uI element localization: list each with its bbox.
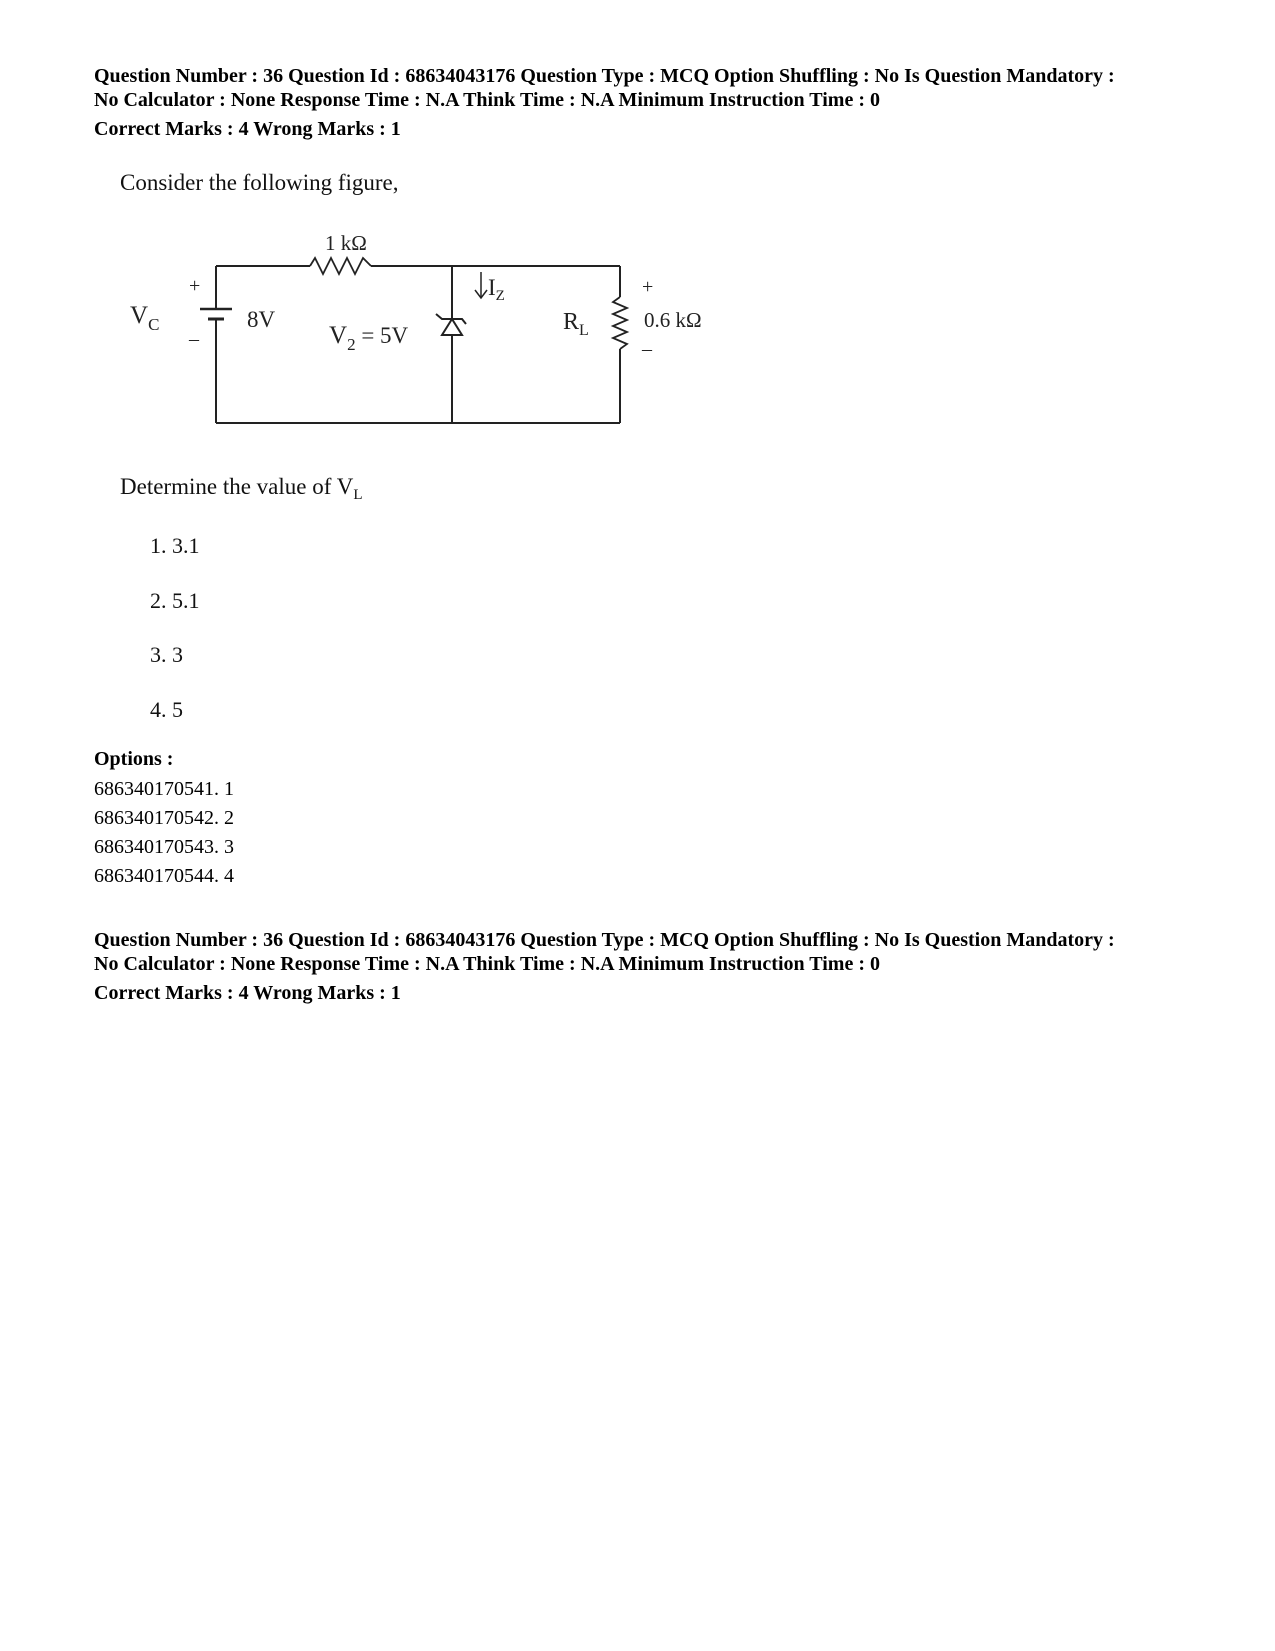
header-line-2: No Calculator : None Response Time : N.A Think Time : N.A Minimum Instruction Time : 0 <box>94 89 880 111</box>
question-prompt-subscript: L <box>353 487 363 503</box>
option-id-row: 686340170543. 3 <box>94 836 234 858</box>
zener-current-label: $I_Z$ <box>488 275 505 304</box>
answer-choice: 4. 5 <box>150 697 183 722</box>
source-voltage-label: $V_C$ <box>130 302 160 334</box>
load-plus-sign: + <box>642 276 654 298</box>
load-minus-sign: – <box>642 338 652 360</box>
marks-line: Correct Marks : 4 Wrong Marks : 1 <box>94 118 401 140</box>
resistor-1k-symbol <box>310 258 371 274</box>
question-prompt <box>120 474 363 504</box>
source-minus-sign: – <box>189 328 199 350</box>
resistor-1k-label: 1 kΩ <box>325 231 367 255</box>
load-resistor-value: 0.6 kΩ <box>644 308 702 332</box>
marks-line: Correct Marks : 4 Wrong Marks : 1 <box>94 982 401 1004</box>
answer-choice: 2. 5.1 <box>150 588 200 613</box>
option-id-row: 686340170544. 4 <box>94 865 234 887</box>
answer-choice: 1. 3.1 <box>150 533 200 558</box>
circuit-diagram <box>120 215 740 455</box>
zener-diode-symbol <box>442 319 462 335</box>
header-line-1: Question Number : 36 Question Id : 68634043176 Question Type : MCQ Option Shuffling : No Is Question Mandatory : <box>94 65 1115 87</box>
question-header-repeat <box>94 928 1204 1005</box>
option-id-row: 686340170542. 2 <box>94 807 234 829</box>
question-prompt-text: Determine the value of V <box>120 474 354 499</box>
answer-choice: 3. 3 <box>150 642 183 667</box>
question-header <box>94 64 1204 141</box>
option-id-row: 686340170541. 1 <box>94 778 234 800</box>
load-resistor-label: $R_L$ <box>563 309 589 339</box>
options-heading: Options : <box>94 748 174 770</box>
header-line-2: No Calculator : None Response Time : N.A Think Time : N.A Minimum Instruction Time : 0 <box>94 953 880 975</box>
source-voltage-value: 8V <box>247 307 276 332</box>
load-resistor-symbol <box>613 297 627 349</box>
source-plus-sign: + <box>189 275 201 297</box>
question-intro: Consider the following figure, <box>120 170 399 195</box>
zener-voltage-label: $V_2 = 5V$ <box>329 322 409 354</box>
header-line-1: Question Number : 36 Question Id : 68634043176 Question Type : MCQ Option Shuffling : No Is Question Mandatory : <box>94 929 1115 951</box>
